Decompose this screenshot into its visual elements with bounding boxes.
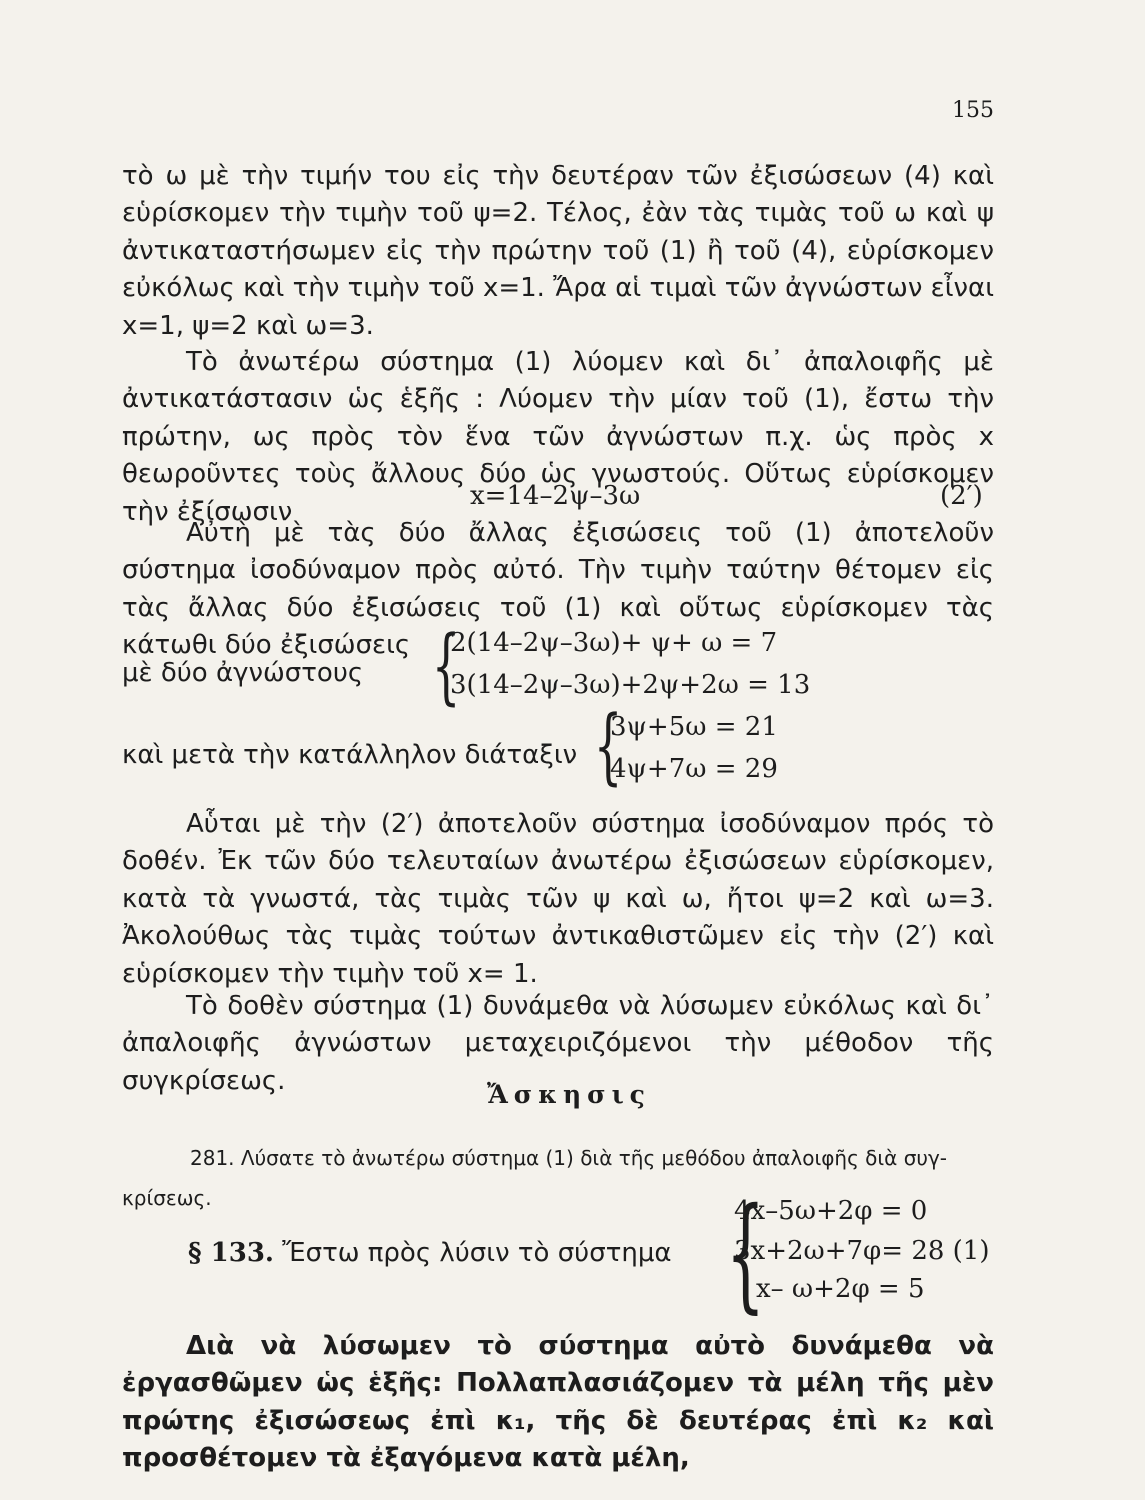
exercise-heading: Ἄσκησις (487, 1080, 651, 1109)
paragraph-2: Τὸ ἀνωτέρω σύστημα (1) λύομεν καὶ δι᾽ ἀπαλοιφῆς μὲ ἀντικατάστασιν ὡς ἑξῆς : Λύομεν τὴν μίαν τοῦ (1), ἔστω τὴν πρώτην, ως πρὸς τὸν ἕνα τῶν ἀγνώστων π.χ. ὡς πρὸς x θεωροῦντες τοὺς ἄλλους δύο ὡς γνωστούς. Οὕτως εὑρίσκομεν τὴν ἐξίσωσιν (122, 347, 994, 527)
section-133-title (188, 1238, 672, 1268)
system-3-eq-2: 3x+2ω+7φ= 28 (1) (734, 1236, 990, 1266)
section-number: § 133. (188, 1238, 274, 1268)
system-1-eq-1: 2(14–2ψ–3ω)+ ψ+ ω = 7 (450, 628, 778, 658)
system-2-eq-2: 4ψ+7ω = 29 (610, 754, 778, 784)
paragraph-5: Τὸ δοθὲν σύστημα (1) δυνάμεθα νὰ λύσωμεν εὐκόλως καὶ δι᾽ ἀπαλοιφῆς ἀγνώστων μεταχειριζόμενοι τὴν μέθοδον τῆς συγκρίσεως. (122, 991, 994, 1096)
system-3-eq-3: x– ω+2φ = 5 (756, 1274, 925, 1304)
system-3-eq-1: 4x–5ω+2φ = 0 (734, 1196, 928, 1226)
section-text: Ἔστω πρὸς λύσιν τὸ σύστημα (282, 1238, 672, 1268)
system-1-brace: { (431, 619, 461, 714)
system-2-label: καὶ μετὰ τὴν κατάλληλον διάταξιν (122, 740, 578, 770)
paragraph-4: Αὗται μὲ τὴν (2′) ἀποτελοῦν σύστημα ἰσοδύναμον πρός τὸ δοθέν. Ἐκ τῶν δύο τελευταίων ἀνωτέρω ἐξισώσεων εὑρίσκομεν, κατὰ τὰ γνωστά, τὰς τιμὰς τῶν ψ καὶ ω, ἤτοι ψ=2 καὶ ω=3. Ἀκολούθως τὰς τιμὰς τούτων ἀντικαθιστῶμεν εἰς τὴν (2′) καὶ εὑρίσκομεν τὴν τιμὴν τοῦ x= 1. (122, 809, 994, 989)
equation-2prime-label: (2′) (940, 481, 983, 511)
page-number: 155 (952, 98, 994, 123)
paragraph-3: Αὐτὴ μὲ τὰς δύο ἄλλας ἐξισώσεις τοῦ (1) ἀποτελοῦν σύστημα ἰσοδύναμον πρὸς αὐτό. Τὴν τιμὴν ταύτην θέτομεν εἰς τὰς ἄλλας δύο ἐξισώσεις τοῦ (1) καὶ οὕτως εὑρίσκομεν τὰς κάτωθι δύο ἐξισώσεις (122, 518, 994, 661)
paragraph-1: τὸ ω μὲ τὴν τιμήν του εἰς τὴν δευτέραν τῶν ἐξισώσεων (4) καὶ εὑρίσκομεν τὴν τιμὴν τοῦ ψ=2. Τέλος, ἐὰν τὰς τιμὰς τοῦ ω καὶ ψ ἀντικαταστήσωμεν εἰς τὴν πρώτην τοῦ (1) ἢ τοῦ (4), εὑρίσκομεν εὐκόλως καὶ τὴν τιμὴν τοῦ x=1. Ἄρα αἱ τιμαὶ τῶν ἀγνώστων εἶναι x=1, ψ=2 καὶ ω=3. (122, 161, 994, 341)
equation-2prime: x=14–2ψ–3ω (470, 481, 641, 511)
system-1-label: μὲ δύο ἀγνώστους (122, 658, 364, 688)
system-1-eq-2: 3(14–2ψ–3ω)+2ψ+2ω = 13 (450, 670, 811, 700)
system-3-brace: { (725, 1182, 766, 1326)
exercise-281 (122, 1138, 1010, 1210)
system-2-eq-1: 3ψ+5ω = 21 (610, 712, 778, 742)
exercise-281-line-2: κρίσεως. (122, 1186, 212, 1210)
system-2-brace: { (593, 699, 623, 794)
exercise-281-line-1: 281. Λύσατε τὸ ἀνωτέρω σύστημα (1) διὰ τῆς μεθόδου ἀπαλοιφῆς διὰ συγ- (190, 1146, 948, 1170)
paragraph-6: Διὰ νὰ λύσωμεν τὸ σύστημα αὐτὸ δυνάμεθα νὰ ἐργασθῶμεν ὡς ἑξῆς: Πολλαπλασιάζομεν τὰ μέλη τῆς μὲν πρώτης ἐξισώσεως ἐπὶ κ₁, τῆς δὲ δευτέρας ἐπὶ κ₂ καὶ προσθέτομεν τὰ ἐξαγόμενα κατὰ μέλη, (122, 1331, 994, 1474)
